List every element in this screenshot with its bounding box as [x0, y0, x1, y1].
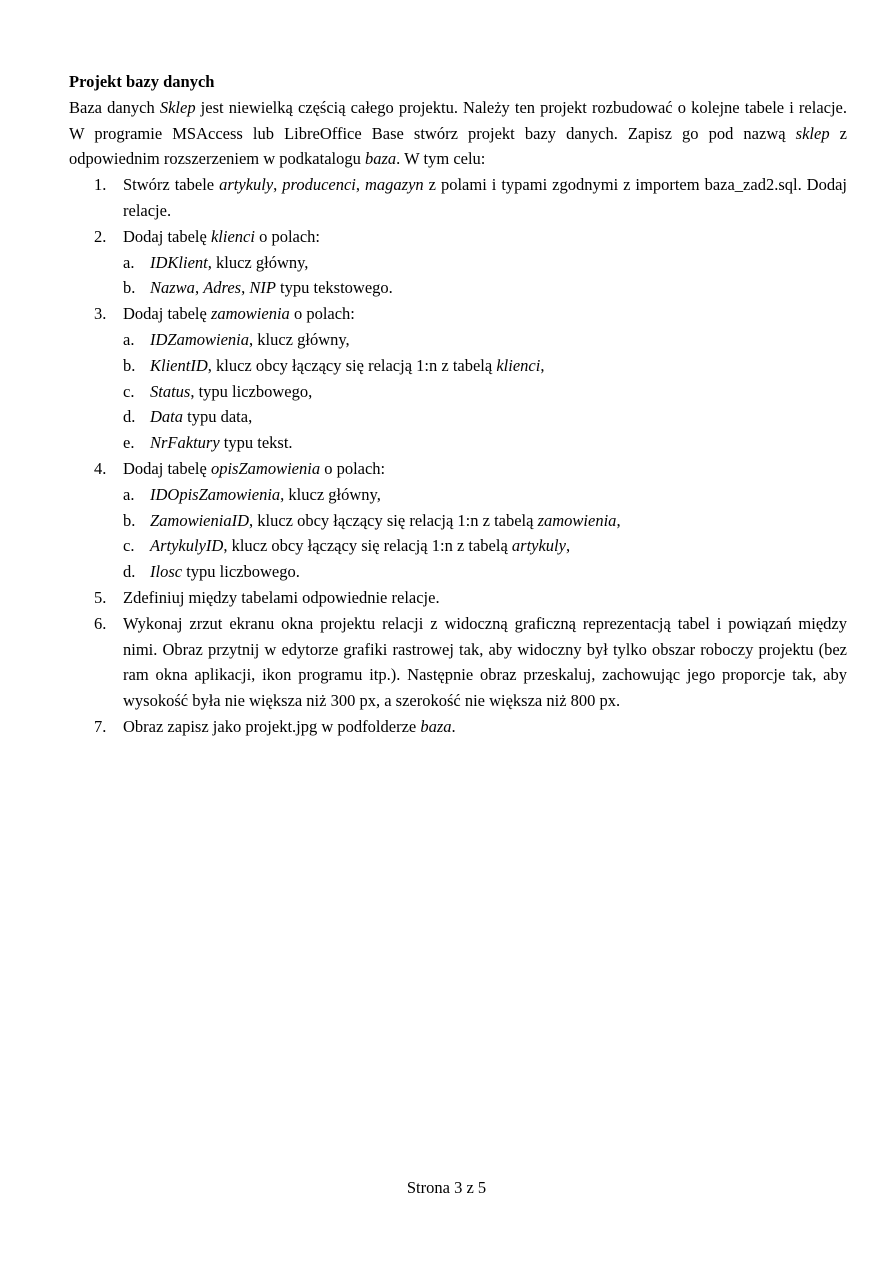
italic-text: Status: [150, 381, 191, 401]
text-run: . W tym celu:: [396, 149, 486, 169]
italic-text: baza: [365, 149, 397, 169]
task-text: [123, 614, 847, 710]
text-run: typu tekst.: [219, 433, 293, 453]
document-title: Projekt bazy danych: [69, 72, 215, 91]
subtask-item: [123, 250, 847, 276]
intro-paragraph: [69, 95, 847, 172]
task-text: [123, 227, 320, 246]
subtask-text: [150, 278, 393, 297]
italic-text: zamowienia: [210, 304, 290, 324]
subtask-letter: d.: [123, 562, 136, 582]
text-run: Dodaj tabelę: [123, 226, 211, 246]
task-item: [94, 611, 847, 714]
italic-text: Adres: [203, 278, 242, 298]
subtask-item: [123, 559, 847, 585]
subtask-text: [150, 536, 570, 555]
text-run: Baza danych: [69, 97, 160, 117]
text-run: , klucz obcy łączący się relacją 1:n z tabelą: [223, 536, 512, 556]
text-run: Dodaj tabelę: [123, 458, 211, 478]
subtask-list: [123, 250, 847, 302]
italic-text: IDKlient: [150, 252, 208, 272]
subtask-item: [123, 275, 847, 301]
text-run: jest niewielką częścią całego projektu. Należy ten projekt rozbudować o kolejne tabele i relacje. W programie MSAccess lub LibreOffice Base stwórz projekt bazy danych. Zapisz go pod nazwą: [69, 97, 847, 143]
text-run: o polach:: [320, 458, 386, 478]
italic-text: IDZamowienia: [150, 329, 249, 349]
subtask-letter: c.: [123, 381, 135, 401]
subtask-text: [150, 562, 300, 581]
subtask-letter: a.: [123, 484, 135, 504]
subtask-item: [123, 533, 847, 559]
subtask-item: [123, 482, 847, 508]
text-run: Dodaj tabelę: [123, 304, 211, 324]
text-run: Wykonaj zrzut ekranu okna projektu relacji z widoczną graficzną reprezentacją tabel i powiązań między nimi. Obraz przytnij w edytorze grafiki rastrowej tak, aby widoczny był tylko obszar roboczy projektu (bez ram okna aplikacji, ikon programu itp.). Następnie obraz przeskaluj, zachowując jego proporcje tak, aby wysokość była nie większa niż 300 px, a szerokość nie większa niż 800 px.: [123, 613, 847, 711]
text-run: z polami i typami zgodnymi z importem baza_zad2.sql. Dodaj relacje.: [123, 175, 848, 220]
italic-text: Sklep: [159, 97, 196, 117]
subtask-item: [123, 379, 847, 405]
text-run: o polach:: [254, 226, 321, 246]
subtask-text: [150, 407, 252, 426]
subtask-letter: e.: [123, 433, 135, 453]
text-run: Zdefiniuj między tabelami odpowiednie relacje.: [123, 587, 440, 607]
task-number: 5.: [94, 587, 107, 607]
task-item: [94, 456, 847, 585]
subtask-text: [150, 485, 381, 504]
text-run: ,: [355, 175, 366, 195]
subtask-item: [123, 404, 847, 430]
subtask-text: [150, 433, 293, 452]
task-text: [123, 459, 385, 478]
subtask-list: [123, 327, 847, 456]
italic-text: artykuly: [511, 536, 566, 556]
italic-text: ZamowieniaID: [150, 510, 249, 530]
subtask-letter: d.: [123, 407, 136, 427]
text-run: Obraz zapisz jako projekt.jpg w podfolderze: [123, 716, 421, 736]
text-run: , klucz obcy łączący się relacją 1:n z tabelą: [249, 510, 538, 530]
italic-text: NrFaktury: [150, 433, 220, 453]
task-text: [123, 304, 355, 323]
subtask-text: [150, 356, 544, 375]
subtask-letter: b.: [123, 510, 136, 530]
subtask-list: [123, 482, 847, 585]
italic-text: Nazwa: [150, 278, 195, 298]
text-run: , klucz główny,: [280, 484, 381, 504]
task-list: [69, 172, 847, 740]
task-item: [94, 301, 847, 456]
text-run: typu tekstowego.: [275, 278, 393, 298]
subtask-letter: b.: [123, 278, 136, 298]
text-run: , klucz główny,: [249, 329, 350, 349]
text-run: ,: [194, 278, 204, 298]
italic-text: ArtykulyID: [150, 536, 224, 556]
text-run: typu data,: [183, 407, 253, 427]
text-run: Stwórz tabele: [123, 175, 220, 195]
task-text: [123, 588, 440, 607]
italic-text: producenci: [282, 175, 356, 195]
subtask-text: [150, 330, 350, 349]
text-run: ,: [273, 175, 283, 195]
task-item: [94, 585, 847, 611]
task-number: 1.: [94, 175, 107, 195]
task-text: [123, 175, 847, 220]
task-item: [94, 172, 848, 224]
subtask-item: [123, 508, 847, 534]
text-run: ,: [616, 510, 621, 530]
task-number: 7.: [94, 716, 107, 736]
subtask-item: [123, 430, 847, 456]
subtask-text: [150, 511, 621, 530]
task-item: [94, 224, 847, 301]
text-run: , typu liczbowego,: [190, 381, 313, 401]
italic-text: artykuly: [219, 175, 274, 195]
text-run: , klucz obcy łączący się relacją 1:n z tabelą: [207, 355, 497, 375]
italic-text: Ilosc: [150, 562, 183, 582]
text-run: o polach:: [289, 304, 355, 324]
task-number: 4.: [94, 458, 107, 478]
italic-text: IDOpisZamowienia: [150, 484, 281, 504]
subtask-letter: a.: [123, 329, 135, 349]
task-number: 2.: [94, 226, 107, 246]
italic-text: KlientID: [150, 355, 208, 375]
subtask-item: [123, 353, 847, 379]
italic-text: klienci: [210, 226, 255, 246]
task-text: [123, 717, 456, 736]
task-item: [94, 714, 847, 740]
text-run: typu liczbowego.: [182, 562, 300, 582]
italic-text: klienci: [496, 355, 541, 375]
page-footer: Strona 3 z 5: [406, 1178, 487, 1197]
italic-text: zamowienia: [537, 510, 617, 530]
text-run: z odpowiednim rozszerzeniem w podkatalogu: [69, 123, 847, 169]
text-run: ,: [540, 355, 545, 375]
italic-text: opisZamowienia: [210, 458, 321, 478]
text-run: , klucz główny,: [207, 252, 309, 272]
subtask-letter: c.: [123, 536, 135, 556]
italic-text: magazyn: [365, 175, 424, 195]
text-run: ,: [565, 536, 571, 556]
subtask-text: [150, 253, 308, 272]
italic-text: Data: [150, 407, 183, 427]
document-body: [69, 69, 847, 740]
italic-text: baza: [420, 716, 452, 736]
task-number: 6.: [94, 613, 107, 633]
subtask-text: [150, 382, 312, 401]
subtask-letter: b.: [123, 355, 136, 375]
subtask-item: [123, 327, 847, 353]
text-run: .: [451, 716, 456, 736]
task-number: 3.: [94, 304, 107, 324]
italic-text: NIP: [249, 278, 276, 298]
text-run: ,: [241, 278, 250, 298]
subtask-letter: a.: [123, 252, 135, 272]
italic-text: sklep: [795, 123, 830, 143]
